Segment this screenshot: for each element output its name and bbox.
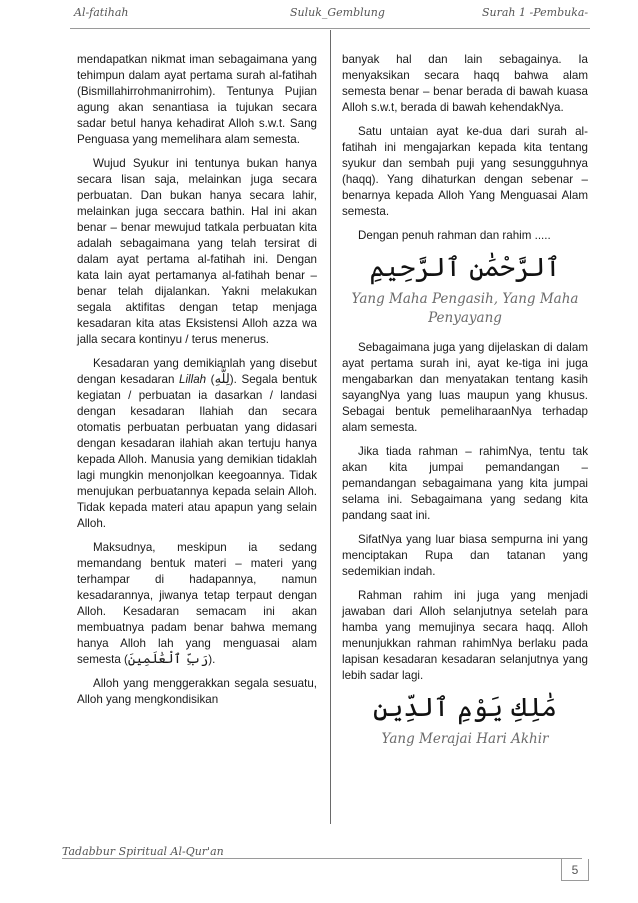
left-paragraph-2: Wujud Syukur ini tentunya bukan hanya secara lisan saja, melainkan juga secara perbuatan. Dan bukan hanya secara lahir, melainkan juga seccara bathin. Hal ini akan benar – benar mewujud tatkala perbuatan kita adalah sebagaimana yang telah tersirat di dalam ayat pertama al-fatihah ini. Dengan kata lain ayat pertamanya al-fatihah benar – benar telah dijalankan. Yakni melakukan segala aktifitas dengan tetap menjaga kesadaran kita atas Eksistensi Alloh azza wa jalla secara kontinyu / terus menerus. xyxy=(77,157,317,346)
right-paragraph-3: Dengan penuh rahman dan rahim ..... xyxy=(358,229,551,242)
lillah-term: Lillah xyxy=(179,373,207,386)
header-left: Al-fatihah xyxy=(74,6,129,19)
left-paragraph-3-lead: Kesadaran yang demikianlah yang disebut dengan kesadaran xyxy=(77,357,317,386)
left-paragraph-3: Kesadaran yang demikianlah yang disebut dengan kesadaran Lillah (لِلَّهِ). Segala bentuk kegiatan / perbuatan ia dasarkan / landasi dengan kesadaran Ilahiah dan secara otomatis perbuatan perbuatan yang didasari dengan kesadaran ilahiah akan tertuju hanya kepada Alloh. Manusia yang demikian tidaklah lagi mungkin menonjolkan keegoannya. Tidak menujukan perbuatannya kepada selain Alloh. Tidak kepada materi atau apapun yang selain Alloh. xyxy=(77,357,317,530)
ayah-3-arabic: ٱلرَّحْمَٰنِ ٱلرَّحِيمِ xyxy=(369,253,561,283)
right-paragraph-6: SifatNya yang luar biasa sempurna ini yang menciptakan Rupa dan tatanan yang sedemikian indah. xyxy=(342,533,588,578)
left-paragraph-4-text: Maksudnya, meskipun ia sedang memandang bentuk materi – materi yang terhampar di hadapannya, namun kesadarannya, jiwanya tetap terpaut dengan Alloh. Kesadaran semacam ini akan membuatnya padam benar bahwa memang hanya Alloh lah yang menguasai alam semesta xyxy=(77,541,317,666)
right-paragraph-2: Satu untaian ayat ke-dua dari surah al-fatihah ini mengajarkan kepada kita tentang syukur dan sembah puji yang sesungguhnya (haqq). Yang dihaturkan dengan sebenar – benarnya kepada Alloh Yang Menguasai Alam semesta. xyxy=(342,125,588,218)
left-paragraph-1: mendapatkan nikmat iman sebagaimana yang tehimpun dalam ayat pertama surah al-fatihah (Bismillahirrohmanirrohim). Tentunya Pujian agung akan senantiasa ia tujukan secara sadar betul hanya kehadirat Alloh s.w.t. Sang Penguasa yang memelihara alam semesta. xyxy=(77,53,317,146)
column-divider xyxy=(330,30,331,824)
right-column xyxy=(342,52,588,761)
right-paragraph-1: banyak hal dan lain sebagainya. Ia menyaksikan secara haqq bahwa alam semesta benar – benar berada di bawah kuasa Alloh s.w.t, berada di bawah kehendakNya. xyxy=(342,53,588,114)
ayah-4-translation: Yang Merajai Hari Akhir xyxy=(381,731,549,747)
header-center: Suluk_Gemblung xyxy=(290,6,385,19)
right-paragraph-4: Sebagaimana juga yang dijelaskan di dalam ayat pertama surah ini, ayat ke-tiga ini juga mengabarkan dan menyatakan tentang kasih sayangNya yang luas maupun yang khusus. Sebagai bentuk pemeliharaanNya terhadap alam semesta. xyxy=(342,341,588,434)
ayah-4-arabic: مَٰلِكِ يَوْمِ ٱلدِّينِ xyxy=(372,693,558,723)
left-paragraph-3-rest: Segala bentuk kegiatan / perbuatan ia dasarkan / landasi dengan kesadaran Ilahiah dan secara otomatis perbuatan perbuatan yang didasari dengan kesadaran ilahiah akan tertuju hanya kepada Alloh. Manusia yang demikian tidaklah lagi mungkin menonjolkan keegoannya. Tidak menujukan perbuatannya kepada selain Alloh. Tidak kepada materi atau apapun yang selain Alloh. xyxy=(77,373,317,530)
left-paragraph-4: Maksudnya, meskipun ia sedang memandang bentuk materi – materi yang terhampar di hadapannya, namun kesadarannya, jiwanya tetap terpaut dengan Alloh. Kesadaran semacam ini akan membuatnya padam benar bahwa memang hanya Alloh lah yang menguasai alam semesta (رَبِّ ٱلْعَٰلَمِينَ). xyxy=(77,541,317,667)
rabbil-alamin-arabic: رَبِّ ٱلْعَٰلَمِينَ xyxy=(127,652,209,667)
header-right: Surah 1 -Pembuka- xyxy=(482,6,589,19)
lillah-arabic: لِلَّهِ xyxy=(214,372,230,387)
left-column xyxy=(77,52,317,708)
page-number: 5 xyxy=(561,859,589,881)
right-paragraph-5: Jika tiada rahman – rahimNya, tentu tak akan kita jumpai pemandangan – pemandangan sebagaimana yang kita jumpai selama ini. Sebagaimana yang sedang kita pandang saat ini. xyxy=(342,445,588,522)
ayah-3-translation: Yang Maha Pengasih, Yang Maha Penyayang xyxy=(351,291,579,326)
footer-divider xyxy=(62,858,582,859)
footer-title: Tadabbur Spiritual Al-Qur'an xyxy=(62,845,224,858)
right-paragraph-7: Rahman rahim ini juga yang menjadi jawaban dari Alloh selanjutnya setelah para hamba yang memujinya secara haqq. Alloh menunjukkan rahman rahimNya berlaku pada lapisan kesadaran kesadaran selanjutnya yang lebih sadar lagi. xyxy=(342,589,588,682)
header-divider xyxy=(70,28,590,29)
left-paragraph-5: Alloh yang menggerakkan segala sesuatu, Alloh yang mengkondisikan xyxy=(77,677,317,706)
